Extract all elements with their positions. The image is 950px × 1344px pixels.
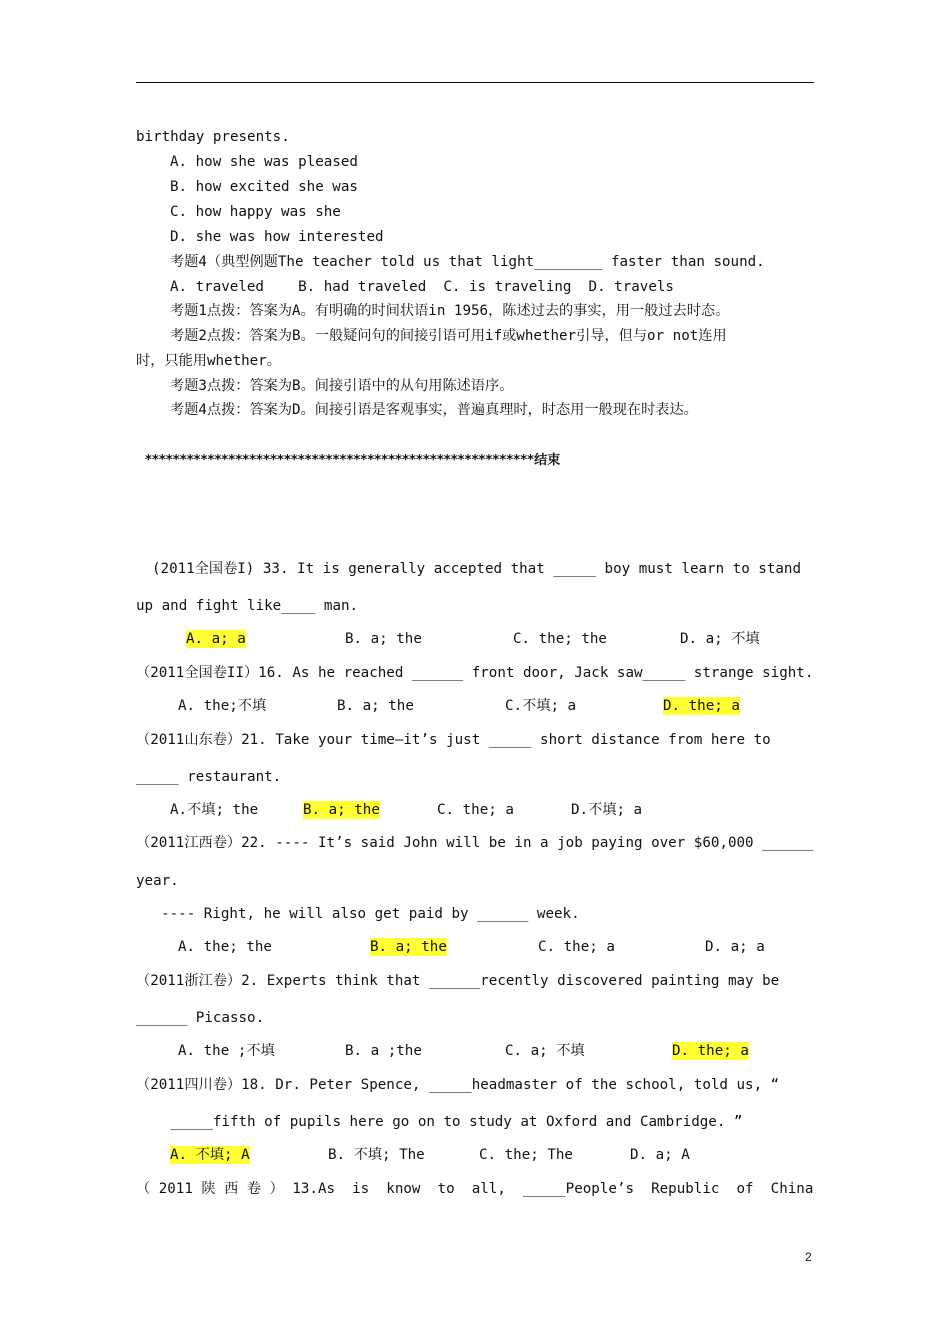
- option-a: A. the ;不填: [178, 1043, 275, 1059]
- option-b: B. a; the: [303, 802, 380, 818]
- explanation-text: 时，只能用whether。: [136, 353, 281, 369]
- question-text: 考题4（典型例题The teacher told us that light________ faster than sound.: [170, 254, 765, 270]
- option-b: B. a; the: [337, 698, 414, 714]
- option-d: D. the; a: [663, 698, 740, 714]
- question-stem: （2011四川卷）18. Dr. Peter Spence, _____headmaster of the school, told us, “: [136, 1077, 780, 1093]
- question-stem: _____ restaurant.: [136, 769, 282, 785]
- option-text: A. traveled B. had traveled C. is traveling D. travels: [170, 279, 674, 295]
- option-text: A. how she was pleased: [170, 154, 358, 170]
- option-c: C. a; 不填: [505, 1043, 585, 1059]
- option-a: A. the; the: [178, 939, 272, 955]
- question-stem: _____fifth of pupils here go on to study at Oxford and Cambridge. ”: [136, 1114, 743, 1130]
- question-stem: （2011山东卷）21. Take your time—it’s just _____ short distance from here to: [136, 732, 771, 748]
- end-marker: ********************************************************结束: [145, 453, 561, 468]
- option-a: A.不填; the: [170, 802, 259, 818]
- page-number: 2: [805, 1250, 812, 1264]
- option-c: C. the; a: [437, 802, 514, 818]
- option-text: D. she was how interested: [170, 229, 384, 245]
- option-text: B. how excited she was: [170, 179, 358, 195]
- option-c: C. the; The: [479, 1147, 573, 1163]
- option-b: B. 不填; The: [328, 1147, 425, 1163]
- question-stem: (2011全国卷I) 33. It is generally accepted that _____ boy must learn to stand: [152, 561, 802, 577]
- option-d: D.不填; a: [571, 802, 643, 818]
- option-c: C. the; the: [513, 631, 607, 647]
- option-c: C. the; a: [538, 939, 615, 955]
- question-stem: （2011全国卷II）16. As he reached ______ front door, Jack saw_____ strange sight.: [136, 665, 814, 681]
- option-b: B. a; the: [370, 939, 447, 955]
- option-d: D. a; a: [705, 939, 765, 955]
- option-d: D. the; a: [672, 1043, 749, 1059]
- explanation-text: 考题1点拨：答案为A。有明确的时间状语in 1956，陈述过去的事实，用一般过去时态。: [170, 303, 730, 319]
- option-c: C.不填; a: [505, 698, 577, 714]
- question-stem: （2011浙江卷）2. Experts think that ______recently discovered painting may be: [136, 973, 780, 989]
- explanation-text: 考题2点拨：答案为B。一般疑问句的间接引语可用if或whether引导，但与or not连用: [170, 328, 727, 344]
- question-stem: （ 2011 陕 西 卷 ） 13.As is know to all, _____People’s Republic of China: [136, 1181, 814, 1197]
- option-b: B. a; the: [345, 631, 422, 647]
- option-b: B. a ;the: [345, 1043, 422, 1059]
- option-d: D. a; 不填: [680, 631, 760, 647]
- option-a: A. 不填; A: [170, 1147, 250, 1163]
- explanation-text: 考题4点拨：答案为D。间接引语是客观事实，普遍真理时，时态用一般现在时表达。: [170, 402, 698, 418]
- question-stem: （2011江西卷）22. ---- It’s said John will be in a job paying over $60,000 ______: [136, 835, 814, 851]
- explanation-text: 考题3点拨：答案为B。间接引语中的从句用陈述语序。: [170, 378, 514, 394]
- option-a: A. a; a: [186, 631, 246, 647]
- option-d: D. a; A: [630, 1147, 690, 1163]
- header-rule: [136, 82, 814, 83]
- text-line: birthday presents.: [136, 129, 290, 145]
- option-text: C. how happy was she: [170, 204, 341, 220]
- question-stem: ______ Picasso.: [136, 1010, 265, 1026]
- option-a: A. the;不填: [178, 698, 267, 714]
- question-stem: up and fight like____ man.: [136, 598, 359, 614]
- question-stem: ---- Right, he will also get paid by ______ week.: [144, 906, 580, 922]
- question-stem: year.: [136, 873, 179, 889]
